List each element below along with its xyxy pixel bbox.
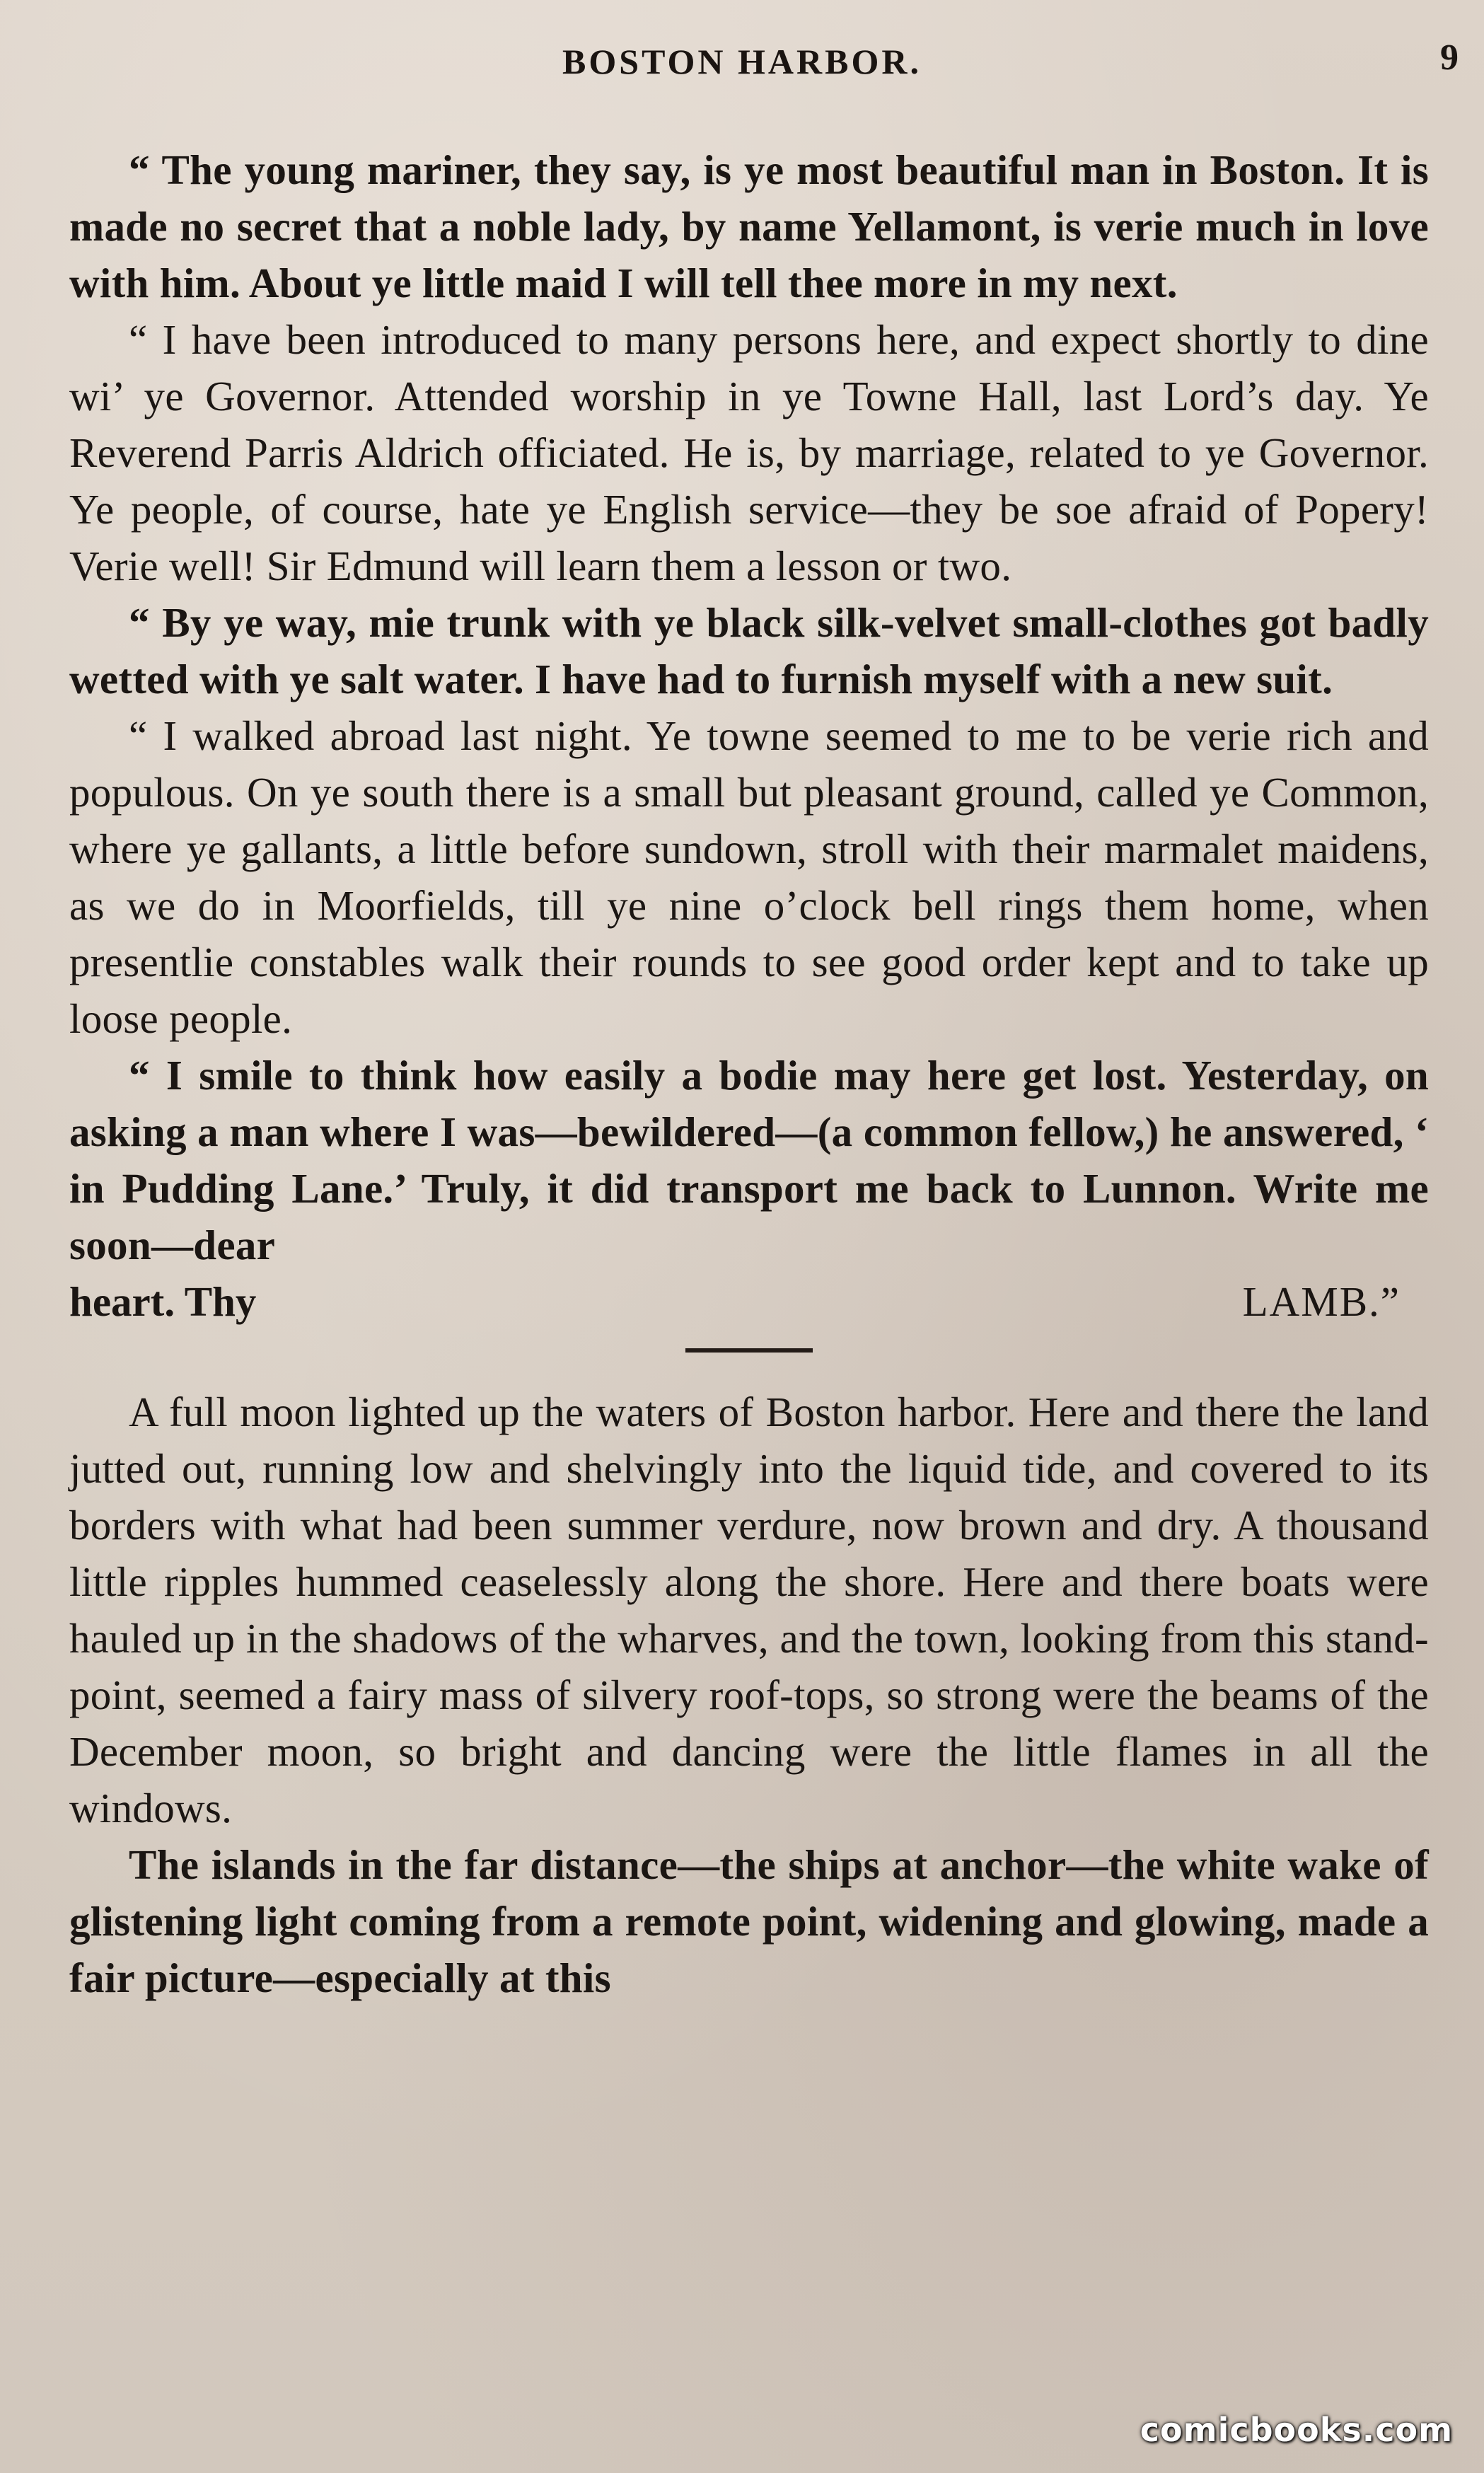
page-number: 9 [1440, 37, 1459, 78]
narrative-paragraph-2: The islands in the far distance—the ships at anchor—the white wake of glistening light coming from a remote point, widening and glowing, made a fair picture—especially at this [69, 1841, 1429, 2001]
letter-paragraph-5: “ I smile to think how easily a bodie may here get lost. Yesterday, on asking a man where I was—bewildered—(a common fellow,) he answered, ‘ in Pudding Lane.’ Truly, it did transport me back to Lunnon. Write me soon—dear [69, 1052, 1429, 1268]
letter-closing: heart. Thy [69, 1278, 257, 1325]
letter-signature: LAMB.” [1242, 1278, 1401, 1325]
narrative-paragraph-1: A full moon lighted up the waters of Boston harbor. Here and there the land jutted out, running low and shelvingly into the liquid tide, and covered to its borders with what had been summer verdure, now brown and dry. A thousand little ripples hummed ceaselessly along the shore. Here and there boats were hauled up in the shadows of the wharves, and the town, looking from this stand-point, seemed a fairy mass of silvery roof-tops, so strong were the beams of the December moon, so bright and dancing were the little flames in all the windows. [69, 1389, 1429, 1831]
letter-signoff [69, 1273, 1429, 1330]
letter-paragraph-3: “ By ye way, mie trunk with ye black silk-velvet small-clothes got badly wetted with ye salt water. I have had to furnish myself with a new suit. [69, 599, 1429, 702]
running-head: BOSTON HARBOR. [562, 42, 922, 81]
letter-paragraph-4: “ I walked abroad last night. Ye towne seemed to me to be verie rich and populous. On ye south there is a small but pleasant ground, called ye Common, where ye gallants, a little before sundown, stroll with their marmalet maidens, as we do in Moorfields, till ye nine o’clock bell rings them home, when presentlie constables walk their rounds to see good order kept and to take up loose people. [69, 712, 1429, 1042]
letter-paragraph-1: “ The young mariner, they say, is ye most beautiful man in Boston. It is made no secret that a noble lady, by name Yellamont, is verie much in love with him. About ye little maid I will tell thee more in my next. [69, 146, 1429, 306]
letter-paragraph-2: “ I have been introduced to many persons here, and expect shortly to dine wi’ ye Governor. Attended worship in ye Towne Hall, last Lord’s day. Ye Reverend Parris Aldrich officiated. He is, by marriage, related to ye Governor. Ye people, of course, hate ye English service—they be soe afraid of Popery! Verie well! Sir Edmund will learn them a lesson or two. [69, 316, 1429, 589]
watermark: comicbooks.com [1140, 2411, 1453, 2449]
text-column [69, 141, 1429, 2006]
section-divider [685, 1348, 813, 1353]
